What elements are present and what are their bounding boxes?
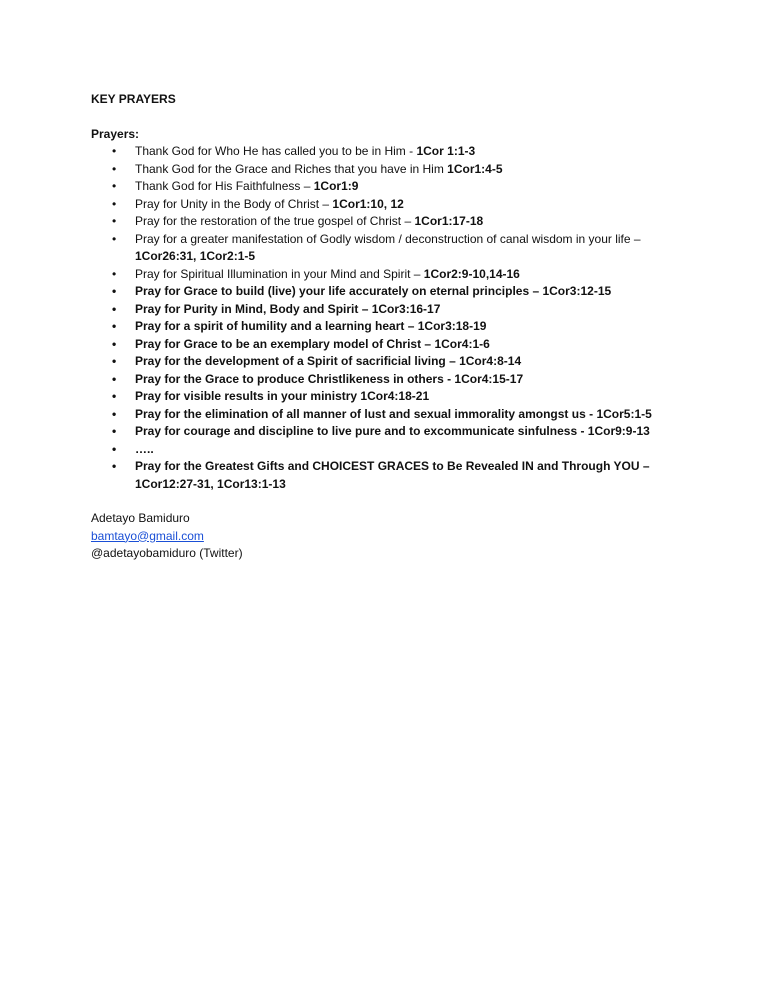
scripture-reference: 1Cor5:1-5 xyxy=(596,406,652,421)
prayer-item xyxy=(91,353,691,371)
scripture-reference: 1Cor4:15-17 xyxy=(454,371,524,386)
scripture-reference: 1Cor1:4-5 xyxy=(447,161,503,176)
prayer-item xyxy=(91,441,691,459)
prayer-text: Pray for Unity in the Body of Christ – xyxy=(135,196,333,211)
bullet-icon: • xyxy=(112,441,117,456)
author-name: Adetayo Bamiduro xyxy=(91,511,190,525)
bullet-icon: • xyxy=(112,214,117,228)
scripture-reference: 1Cor1:10, 12 xyxy=(332,196,404,211)
bullet-icon: • xyxy=(112,161,117,176)
scripture-reference: 1Cor1:9 xyxy=(313,179,359,193)
prayer-item xyxy=(91,406,691,424)
bullet-icon: • xyxy=(112,266,117,281)
scripture-reference: 1Cor26:31, 1Cor2:1-5 xyxy=(135,249,256,263)
prayer-item xyxy=(91,423,691,441)
scripture-reference: 1Cor4:1-6 xyxy=(434,336,490,351)
prayer-text: ….. xyxy=(135,441,154,456)
scripture-reference: 1Cor3:18-19 xyxy=(417,319,487,333)
author-email-link[interactable]: bamtayo@gmail.com xyxy=(91,528,204,543)
prayer-text: Thank God for Who He has called you to be in Him - xyxy=(135,144,417,158)
prayer-text: Pray for the elimination of all manner of lust and sexual immorality amongst us - xyxy=(135,406,597,421)
scripture-reference: 1Cor12:27-31, 1Cor13:1-13 xyxy=(135,476,286,491)
scripture-reference: 1Cor 1:1-3 xyxy=(416,144,476,158)
document-page xyxy=(91,91,691,563)
scripture-reference: 1Cor4:18-21 xyxy=(360,389,430,403)
prayer-item xyxy=(91,161,691,179)
bullet-icon: • xyxy=(112,179,117,193)
bullet-icon: • xyxy=(112,319,117,333)
scripture-reference: 1Cor4:8-14 xyxy=(459,354,522,368)
bullet-icon: • xyxy=(112,231,117,246)
prayer-text: Thank God for His Faithfulness – xyxy=(135,179,314,193)
prayer-text: Pray for courage and discipline to live pure and to excommunicate sinfulness - xyxy=(135,424,588,438)
prayer-item xyxy=(91,336,691,354)
prayer-text: Thank God for the Grace and Riches that you have in Him xyxy=(135,161,448,176)
scripture-reference: 1Cor3:16-17 xyxy=(371,301,441,316)
prayer-item xyxy=(91,301,691,319)
prayer-item xyxy=(91,231,691,266)
prayer-item xyxy=(91,143,691,161)
prayer-text: Pray for Purity in Mind, Body and Spirit – xyxy=(135,301,372,316)
signature-block xyxy=(91,510,691,563)
bullet-icon: • xyxy=(112,144,117,158)
scripture-reference: 1Cor3:12-15 xyxy=(542,284,612,298)
bullet-icon: • xyxy=(112,459,117,473)
prayer-item xyxy=(91,178,691,196)
prayer-text: Pray for the development of a Spirit of sacrificial living – xyxy=(135,354,460,368)
prayer-item xyxy=(91,266,691,284)
prayer-text: Pray for the restoration of the true gospel of Christ – xyxy=(135,214,415,228)
prayer-text: Pray for visible results in your ministry xyxy=(135,389,361,403)
bullet-icon: • xyxy=(112,389,117,403)
prayer-text: Pray for a spirit of humility and a learning heart – xyxy=(135,319,418,333)
prayer-item xyxy=(91,283,691,301)
prayer-item xyxy=(91,213,691,231)
scripture-reference: 1Cor1:17-18 xyxy=(414,214,484,228)
prayer-text: Pray for Spiritual Illumination in your Mind and Spirit – xyxy=(135,266,424,281)
prayer-item xyxy=(91,318,691,336)
bullet-icon: • xyxy=(112,336,117,351)
prayer-item xyxy=(91,196,691,214)
scripture-reference: 1Cor9:9-13 xyxy=(587,424,650,438)
section-label: Prayers: xyxy=(91,126,140,141)
prayer-item xyxy=(91,371,691,389)
prayer-text: Pray for a greater manifestation of Godly wisdom / deconstruction of canal wisdom in your life – xyxy=(135,231,641,246)
bullet-icon: • xyxy=(112,284,117,298)
prayer-item xyxy=(91,458,691,493)
prayer-text: Pray for the Greatest Gifts and CHOICEST GRACES to Be Revealed IN and Through YOU – xyxy=(135,459,650,473)
author-twitter: @adetayobamiduro (Twitter) xyxy=(91,546,243,560)
bullet-icon: • xyxy=(112,301,117,316)
prayer-item xyxy=(91,388,691,406)
prayer-list xyxy=(91,143,691,493)
document-title: KEY PRAYERS xyxy=(91,92,176,106)
bullet-icon: • xyxy=(112,424,117,438)
bullet-icon: • xyxy=(112,354,117,368)
bullet-icon: • xyxy=(112,371,117,386)
prayer-text: Pray for Grace to be an exemplary model of Christ – xyxy=(135,336,435,351)
scripture-reference: 1Cor2:9-10,14-16 xyxy=(423,266,520,281)
bullet-icon: • xyxy=(112,406,117,421)
prayer-text: Pray for the Grace to produce Christlikeness in others - xyxy=(135,371,455,386)
prayer-text: Pray for Grace to build (live) your life accurately on eternal principles – xyxy=(135,284,543,298)
bullet-icon: • xyxy=(112,196,117,211)
